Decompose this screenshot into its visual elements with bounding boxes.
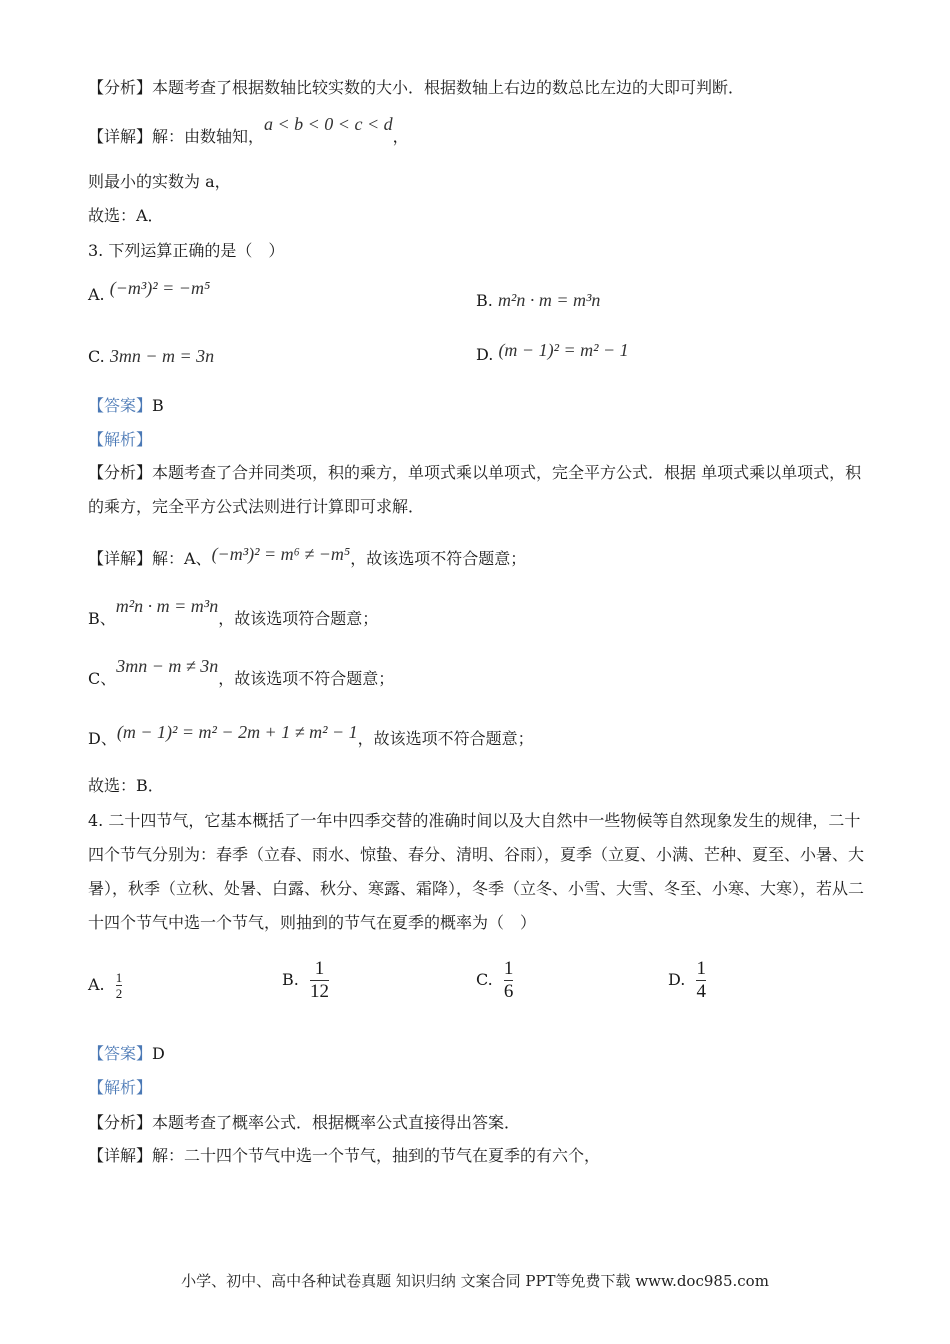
- page-footer: 小学、初中、高中各种试卷真题 知识归纳 文案合同 PPT等免费下载 www.doc985.com: [181, 1272, 769, 1290]
- q3-detail-a-math: (−m³)² = m⁶ ≠ −m⁵: [211, 544, 351, 564]
- q4-stem: 4. 二十四节气，它基本概括了一年中四季交替的准确时间以及大自然中一些物候等自然现象发生的规律，二十四个节气分别为：春季（立春、雨水、惊蛰、春分、清明、谷雨），夏季（立夏、小满、芒种、夏至、小暑、大暑），秋季（立秋、处暑、白露、秋分、寒露、霜降），冬季（立冬、小雪、大雪、冬至、小寒、大寒），若从二十四个节气中选一个节气，则抽到的节气在夏季的概率为（ ）: [88, 811, 865, 932]
- q4-option-a-fraction: $\frac{1}{2}$: [115, 970, 123, 1001]
- q4-option-c: [476, 958, 513, 1003]
- q4-option-c-fraction: $\frac{1}{6}$: [503, 958, 514, 1002]
- q3-answer: [88, 396, 164, 416]
- q3-detail-b-suffix: ，故该选项符合题意；: [218, 609, 379, 628]
- q4-option-b: [282, 958, 329, 1003]
- q3-detail-b-math: m²n · m = m³n: [115, 596, 219, 616]
- q3-option-c-math: 3mn − m = 3n: [109, 346, 215, 366]
- q3-option-a-math: (−m³)² = −m⁵: [109, 278, 211, 298]
- q4-detail: 【详解】解：二十四个节气中选一个节气，抽到的节气在夏季的有六个，: [88, 1146, 601, 1165]
- q4-analysis: 【分析】本题考查了概率公式．根据概率公式直接得出答案．: [88, 1113, 521, 1132]
- q4-parse-tag: 【解析】: [88, 1078, 153, 1097]
- q4-option-b-fraction: $\frac{1}{12}$: [309, 958, 329, 1002]
- q3-detail-c-math: 3mn − m ≠ 3n: [116, 656, 219, 676]
- q3-parse-tag: 【解析】: [88, 430, 153, 449]
- q2-choose: 故选：A．: [88, 206, 164, 225]
- q3-detail-d-suffix: ，故该选项不符合题意；: [357, 729, 534, 748]
- q3-option-d-label: D.: [476, 345, 494, 364]
- q3-detail-a-prefix: 【详解】解：A、: [88, 549, 212, 568]
- q3-option-b-label: B.: [476, 291, 493, 310]
- q4-option-a-label: A.: [88, 975, 105, 994]
- q3-option-d-math: (m − 1)² = m² − 1: [498, 340, 629, 360]
- q3-option-b: [476, 290, 600, 311]
- q3-detail-c-suffix: ，故该选项不符合题意；: [218, 669, 395, 688]
- q2-detail-suffix: ，: [392, 127, 409, 146]
- q4-answer-value: D: [152, 1044, 165, 1063]
- q3-detail-d-math: (m − 1)² = m² − 2m + 1 ≠ m² − 1: [116, 722, 358, 742]
- q2-analysis: 【分析】本题考查了根据数轴比较实数的大小．根据数轴上右边的数总比左边的大即可判断．: [88, 78, 745, 97]
- q4-option-d: [668, 958, 706, 1003]
- q3-detail-a-suffix: ，故该选项不符合题意；: [350, 549, 527, 568]
- q3-detail-b: [88, 596, 379, 629]
- q3-detail-d-prefix: D、: [88, 729, 117, 748]
- q3-stem: 3. 下列运算正确的是（ ）: [88, 241, 285, 260]
- q4-option-c-label: C.: [476, 970, 493, 989]
- q4-answer-tag: 【答案】: [88, 1044, 153, 1063]
- q3-detail-c-prefix: C、: [88, 669, 117, 688]
- q4-option-b-label: B.: [282, 970, 299, 989]
- q3-option-b-math: m²n · m = m³n: [497, 290, 601, 310]
- q2-detail: [88, 114, 409, 147]
- q2-detail-prefix: 【详解】解：由数轴知，: [88, 127, 265, 146]
- q3-detail-d: [88, 722, 534, 749]
- q3-answer-value: B: [152, 396, 164, 415]
- q3-option-a: [88, 278, 211, 305]
- q4-answer: [88, 1044, 165, 1064]
- q3-option-c-label: C.: [88, 347, 105, 366]
- q4-option-a: [88, 970, 122, 1001]
- q3-choose: 故选：B．: [88, 776, 164, 795]
- q3-detail-c: [88, 656, 395, 689]
- q3-analysis: 【分析】本题考查了合并同类项，积的乘方，单项式乘以单项式，完全平方公式．根据 单项式乘以单项式，积的乘方，完全平方公式法则进行计算即可求解．: [88, 463, 862, 516]
- q3-option-d: [476, 340, 629, 365]
- q2-detail-math: a < b < 0 < c < d: [264, 114, 393, 134]
- q3-answer-tag: 【答案】: [88, 396, 153, 415]
- q3-option-a-label: A.: [88, 285, 105, 304]
- q3-option-c: [88, 346, 214, 367]
- q2-min-line: 则最小的实数为 a，: [88, 172, 231, 191]
- q4-option-d-fraction: $\frac{1}{4}$: [696, 958, 706, 1002]
- q3-detail-a: [88, 544, 527, 569]
- q3-detail-b-prefix: B、: [88, 609, 116, 628]
- q4-option-d-label: D.: [668, 970, 686, 989]
